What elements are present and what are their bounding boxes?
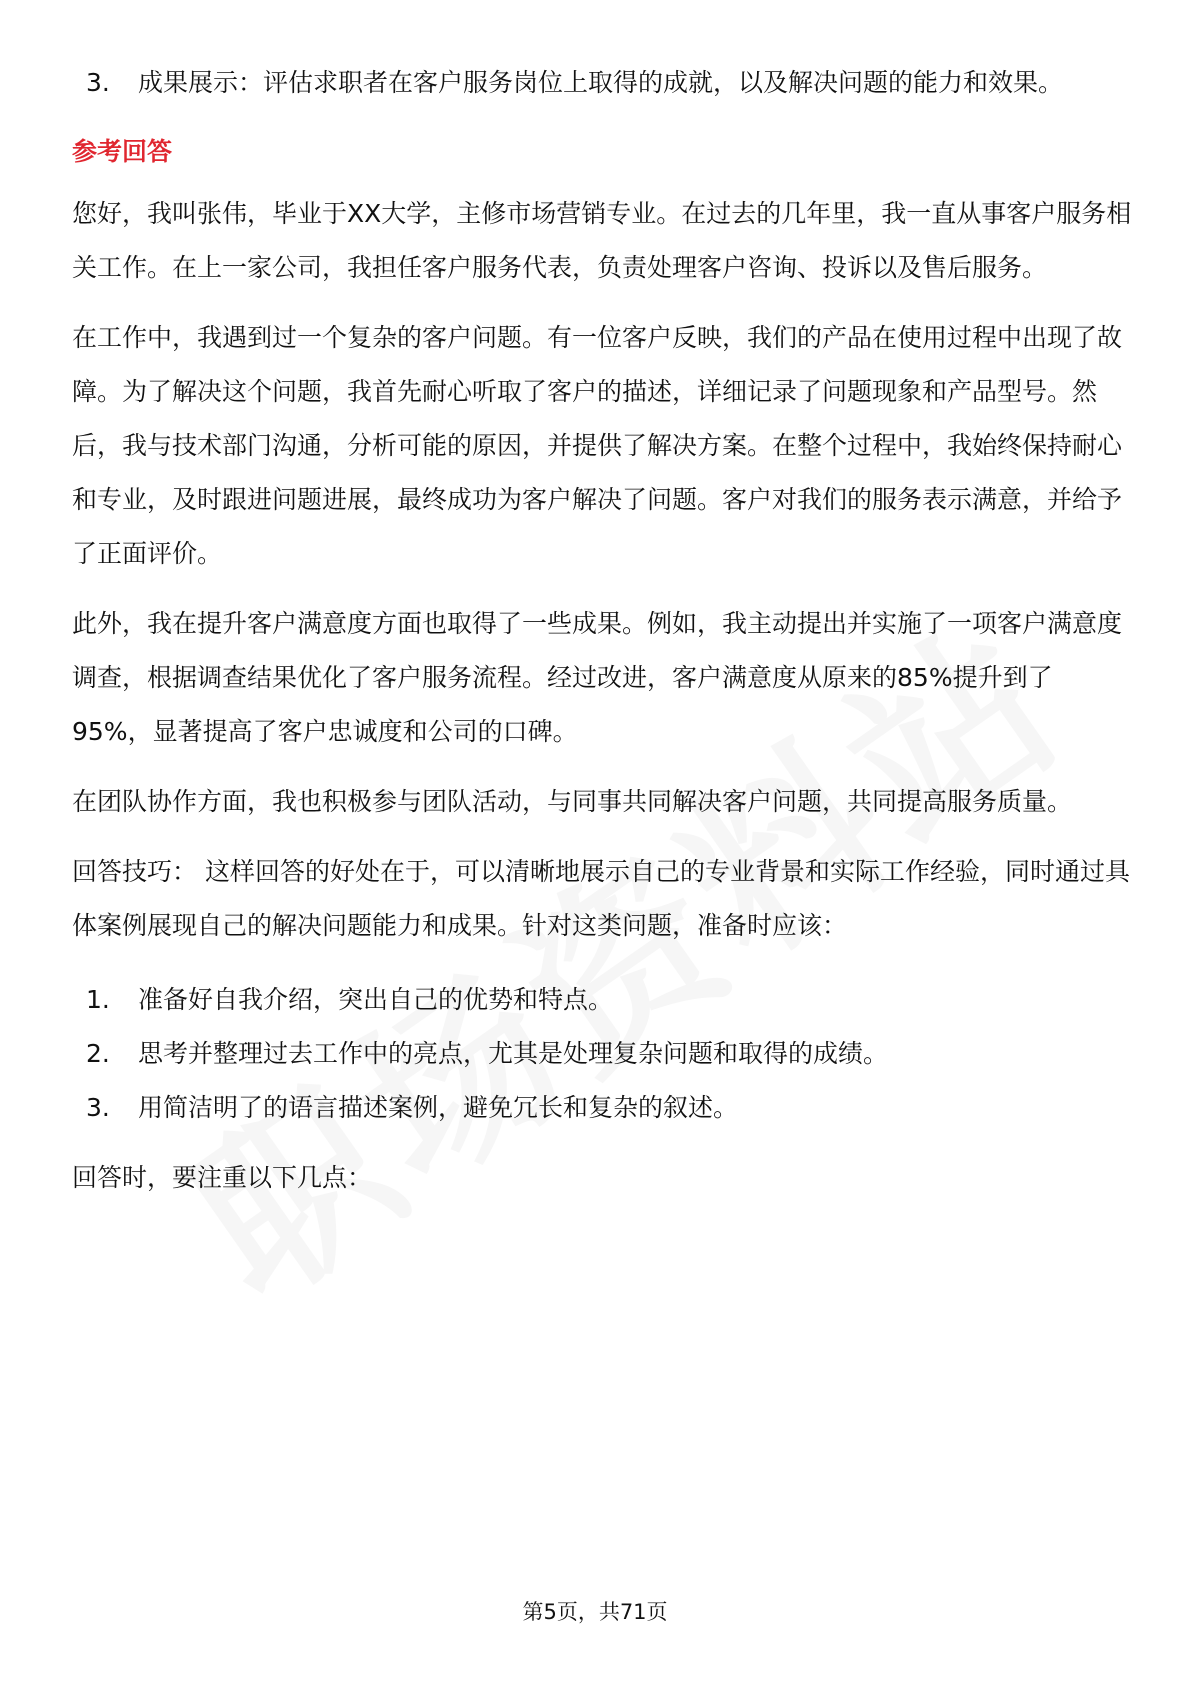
- paragraph-tips: 回答技巧： 这样回答的好处在于，可以清晰地展示自己的专业背景和实际工作经验，同时通过具体案例展现自己的解决问题能力和成果。针对这类问题，准备时应该：: [72, 857, 1130, 940]
- page-number: 第5页，共71页: [522, 1600, 668, 1624]
- list-item: [72, 973, 1132, 1027]
- paragraph-teamwork: 在团队协作方面，我也积极参与团队活动，与同事共同解决客户问题，共同提高服务质量。: [72, 787, 1073, 816]
- list-number: 3.: [86, 1093, 110, 1122]
- list-number: 1.: [86, 985, 110, 1014]
- list-number: 3.: [86, 68, 110, 97]
- paragraph-achievement: 此外，我在提升客户满意度方面也取得了一些成果。例如，我主动提出并实施了一项客户满意度调查，根据调查结果优化了客户服务流程。经过改进，客户满意度从原来的85%提升到了95%，显著提高了客户忠诚度和公司的口碑。: [72, 609, 1123, 746]
- page-content: [72, 56, 1132, 1205]
- tips-list: [72, 973, 1132, 1135]
- section-heading: 参考回答: [72, 137, 173, 166]
- list-item: [72, 1027, 1132, 1081]
- list-text: 思考并整理过去工作中的亮点，尤其是处理复杂问题和取得的成绩。: [138, 1039, 889, 1068]
- list-item-top: [72, 56, 1132, 110]
- paragraph-case: 在工作中，我遇到过一个复杂的客户问题。有一位客户反映，我们的产品在使用过程中出现了故障。为了解决这个问题，我首先耐心听取了客户的描述，详细记录了问题现象和产品型号。然后，我与技术部门沟通，分析可能的原因，并提供了解决方案。在整个过程中，我始终保持耐心和专业，及时跟进问题进展，最终成功为客户解决了问题。客户对我们的服务表示满意，并给予了正面评价。: [72, 323, 1123, 568]
- paragraph-closing: 回答时，要注重以下几点：: [72, 1163, 373, 1192]
- list-item: [72, 1081, 1132, 1135]
- paragraph-intro: 您好，我叫张伟，毕业于XX大学，主修市场营销专业。在过去的几年里，我一直从事客户服务相关工作。在上一家公司，我担任客户服务代表，负责处理客户咨询、投诉以及售后服务。: [72, 199, 1132, 282]
- list-text: 准备好自我介绍，突出自己的优势和特点。: [138, 985, 614, 1014]
- list-text: 成果展示：评估求职者在客户服务岗位上取得的成就，以及解决问题的能力和效果。: [138, 68, 1064, 97]
- list-number: 2.: [86, 1039, 110, 1068]
- list-text: 用简洁明了的语言描述案例，避免冗长和复杂的叙述。: [138, 1093, 739, 1122]
